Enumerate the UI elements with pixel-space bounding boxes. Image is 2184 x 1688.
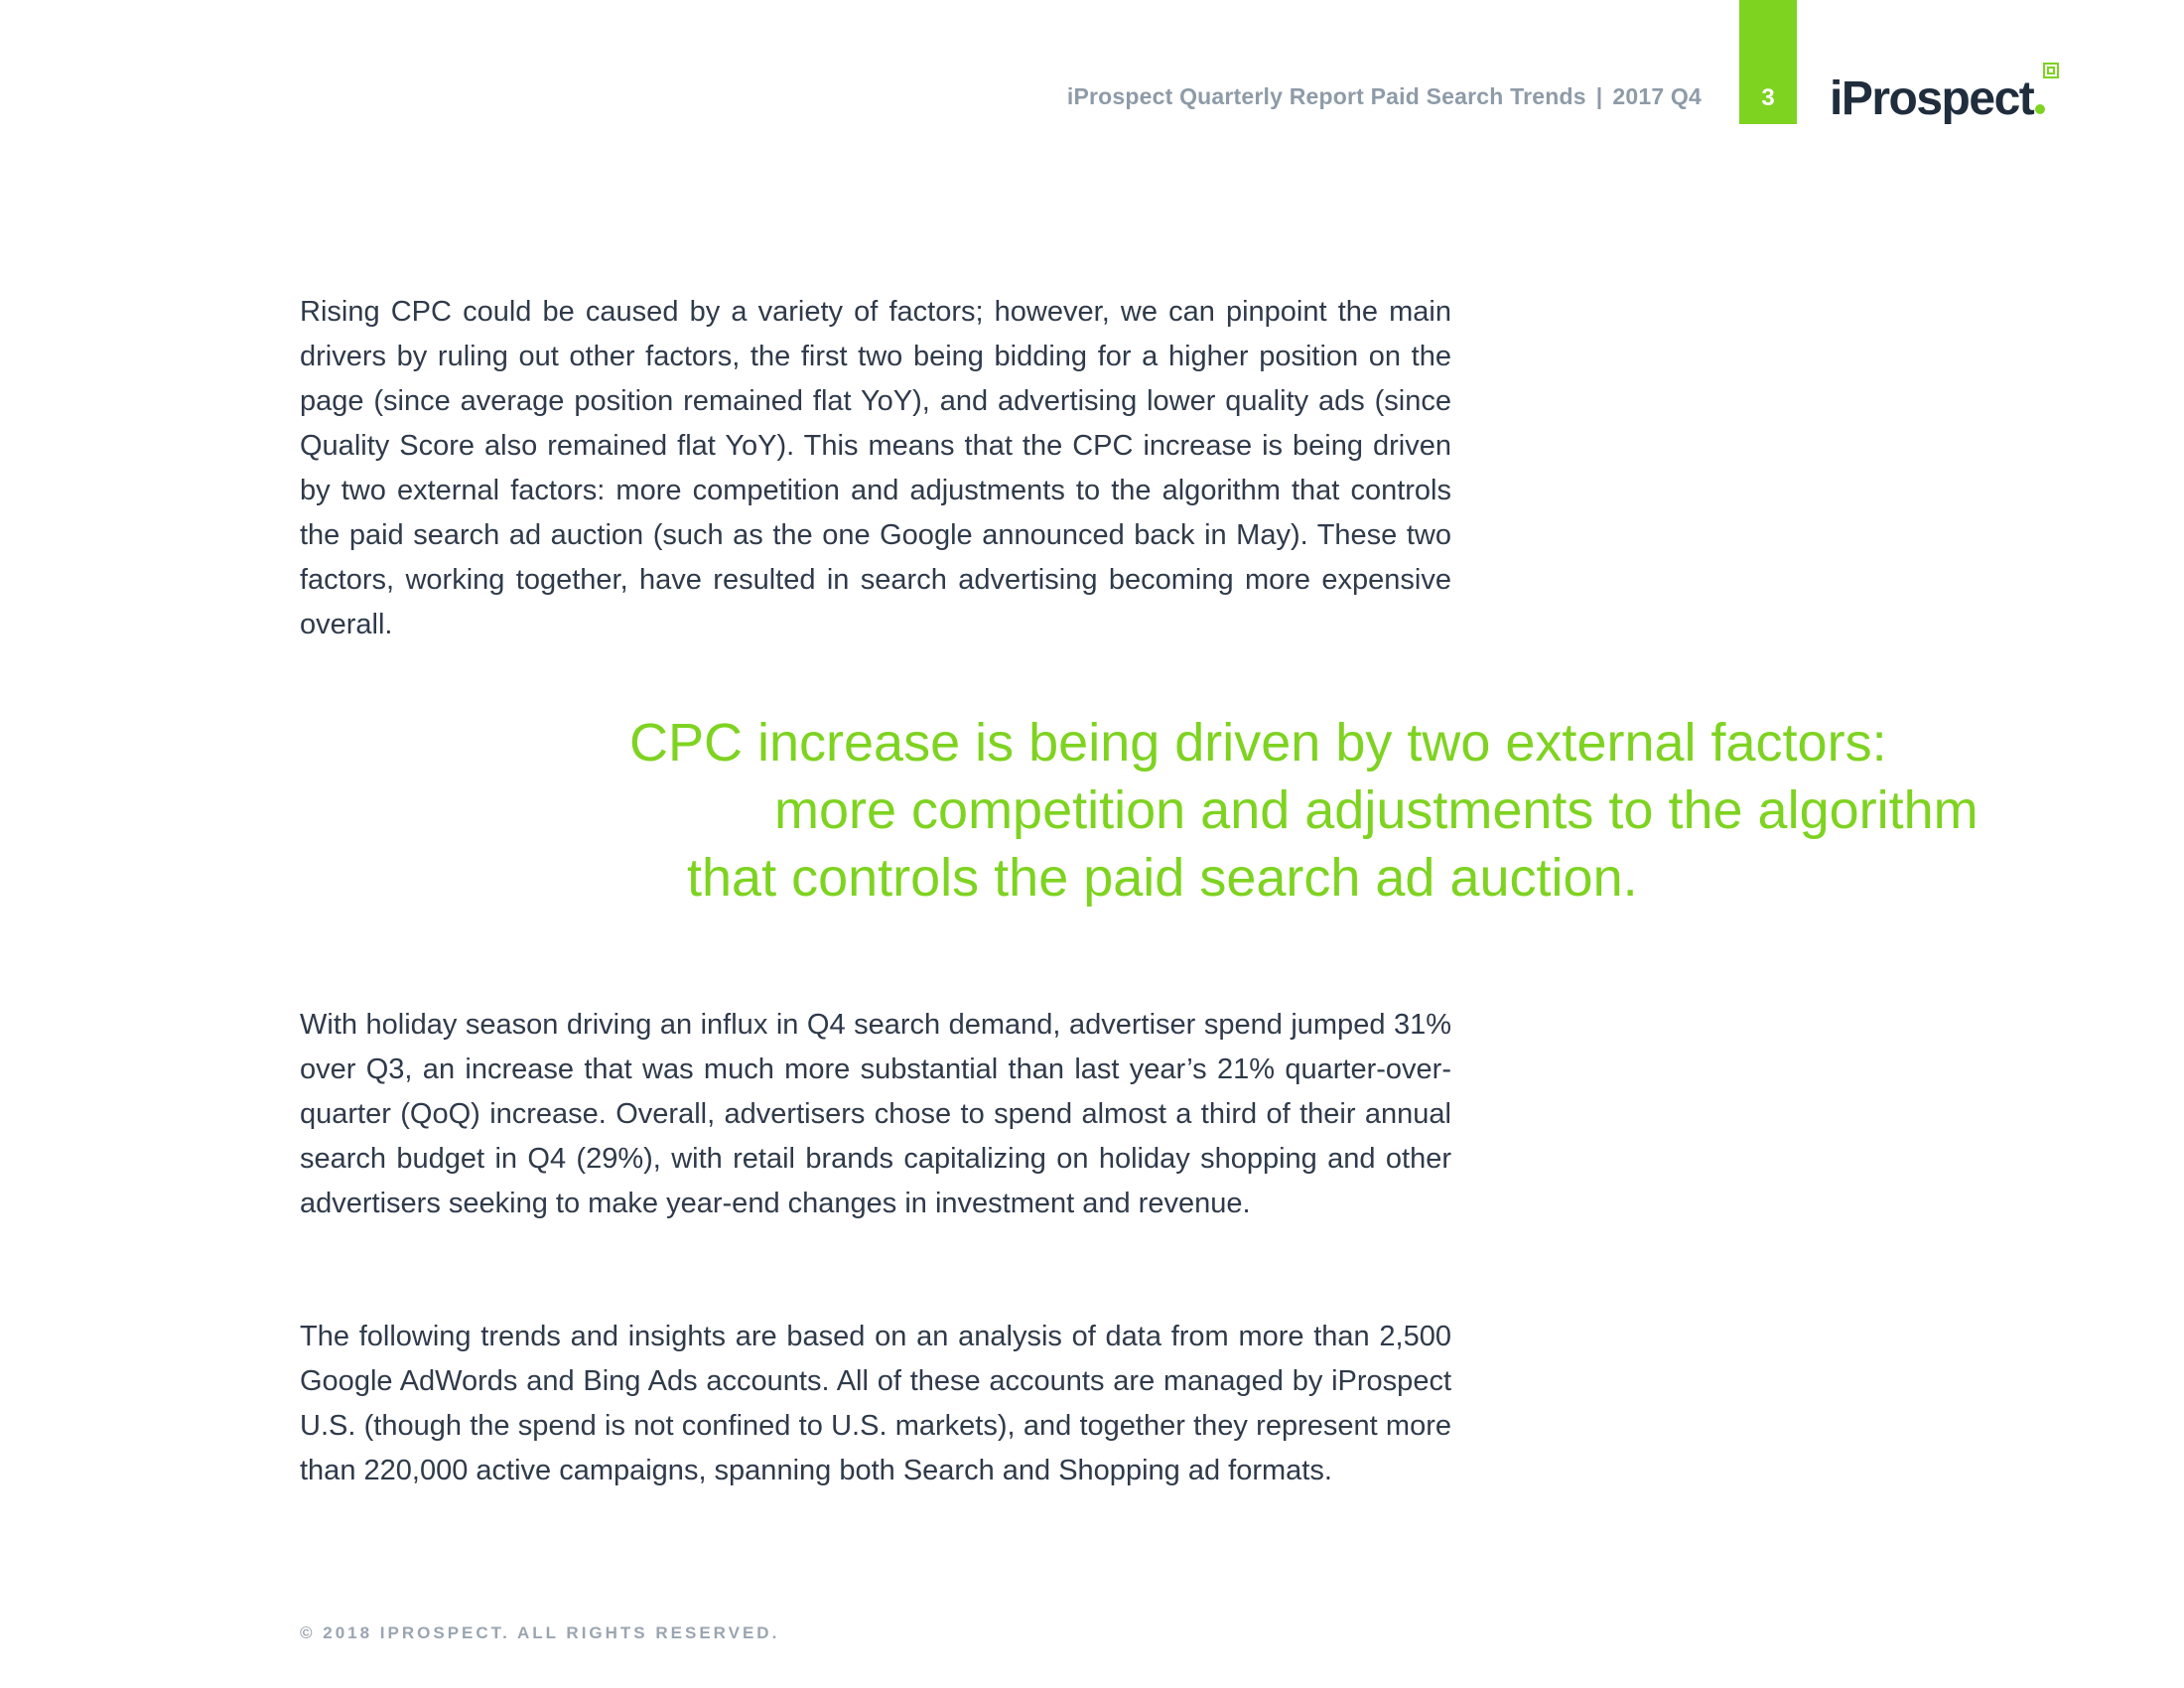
logo-wordmark: iProspect — [1830, 71, 2045, 126]
body-paragraph: The following trends and insights are based on an analysis of data from more than 2,500 Google AdWords and Bing Ads accounts. All of these accounts are managed by iProspect U.S. (though the spend is not confined to U.S. markets), and together they represent more than 220,000 active campaigns, spanning both Search and Shopping ad formats. — [300, 1321, 1451, 1486]
copyright-footer: © 2018 IPROSPECT. ALL RIGHTS RESERVED. — [300, 1623, 780, 1642]
report-header — [1067, 83, 1702, 110]
body-paragraph: With holiday season driving an influx in Q4 search demand, advertiser spend jumped 31% over Q3, an increase that was much more substantial than last year’s 21% quarter-over-quarter (QoQ) increase. Overall, advertisers chose to spend almost a third of their annual search budget in Q4 (29%), with retail brands capitalizing on holiday shopping and other advertisers seeking to make year-end changes in investment and revenue. — [300, 1009, 1451, 1219]
logo-dot — [2035, 104, 2045, 114]
header-separator: | — [1595, 83, 1603, 109]
pull-quote-line: more competition and adjustments to the algorithm — [774, 780, 1979, 840]
page-number-tab — [1739, 0, 1797, 124]
pull-quote-line: CPC increase is being driven by two external factors: — [629, 713, 1887, 773]
report-title: iProspect Quarterly Report Paid Search Trends — [1066, 83, 1586, 109]
body-paragraph: Rising CPC could be caused by a variety of factors; however, we can pinpoint the main drivers by ruling out other factors, the first two being bidding for a higher position on the page (since average position remained flat YoY), and advertising lower quality ads (since Quality Score also remained flat YoY). This means that the CPC increase is being driven by two external factors: more competition and adjustments to the algorithm that controls the paid search ad auction (such as the one Google announced back in May). These two factors, working together, have resulted in search advertising becoming more expensive overall. — [300, 296, 1451, 640]
pull-quote-line: that controls the paid search ad auction. — [687, 848, 1638, 908]
iprospect-logo — [1830, 66, 2060, 129]
page-number: 3 — [1761, 84, 1775, 111]
report-period: 2017 Q4 — [1612, 83, 1702, 109]
logo-mark-icon — [2042, 62, 2060, 79]
